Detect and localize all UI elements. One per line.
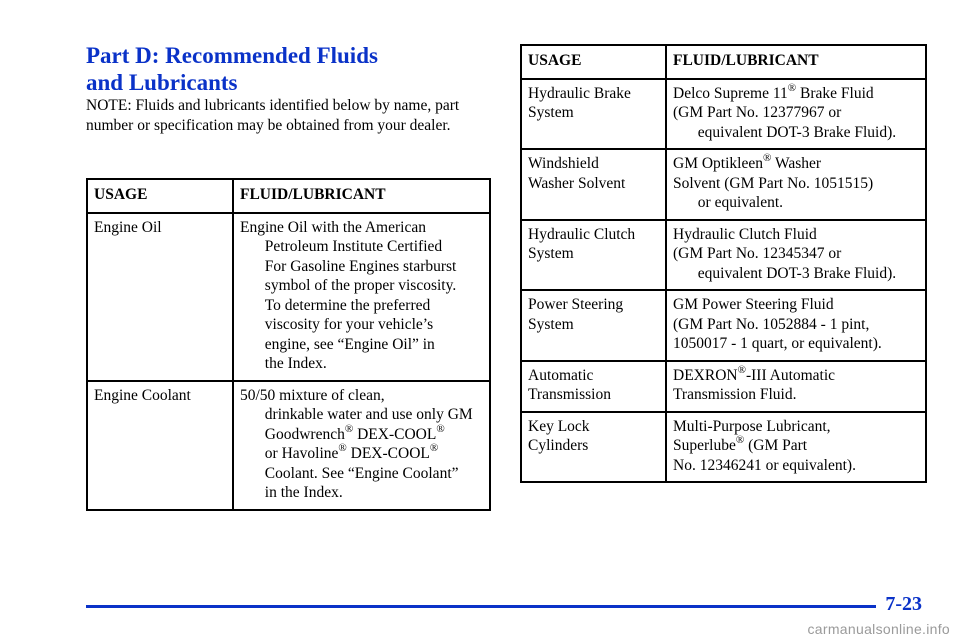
usage-line: Washer Solvent: [528, 174, 626, 192]
usage-cell: [521, 412, 666, 483]
usage-column-header: USAGE: [87, 179, 233, 213]
fluid-line: No. 12346241 or equivalent).: [673, 456, 856, 474]
usage-line: Hydraulic Clutch: [528, 225, 636, 243]
table-row: [521, 361, 926, 412]
fluid-text: Washer: [771, 155, 822, 172]
registered-mark: ®: [436, 422, 445, 435]
fluid-text: DEX-COOL: [346, 445, 430, 462]
table-row: [521, 79, 926, 150]
title-line-1: Part D: Recommended Fluids: [86, 43, 378, 68]
usage-line: System: [528, 315, 574, 333]
fluid-line: Engine Oil with the American: [240, 218, 426, 236]
fluid-line: (GM Part No. 12345347 or: [673, 245, 842, 262]
fluid-line: equivalent DOT-3 Brake Fluid).: [697, 264, 897, 282]
usage-line: Engine Coolant: [94, 386, 191, 404]
fluid-line: Transmission Fluid.: [673, 386, 797, 403]
fluid-text: Superlube: [673, 437, 736, 454]
fluid-text: or Havoline: [264, 445, 339, 462]
fluid-line: [240, 444, 483, 464]
usage-line: Automatic: [528, 366, 594, 384]
fluid-text: Goodwrench: [264, 425, 345, 443]
usage-cell: [521, 220, 666, 291]
fluid-line: [673, 436, 919, 456]
registered-mark: ®: [735, 434, 745, 446]
fluid-line: [240, 422, 483, 445]
fluid-line: 50/50 mixture of clean,: [240, 386, 385, 404]
page-number: 7-23: [885, 593, 922, 615]
fluid-line: equivalent DOT-3 Brake Fluid).: [697, 123, 897, 141]
footer-rule: [86, 605, 876, 608]
fluid-line: (GM Part No. 12377967 or: [673, 104, 842, 121]
fluid-cell: [666, 290, 926, 361]
fluid-cell: [666, 220, 926, 291]
fluid-cell: [666, 361, 926, 412]
fluid-line: GM Power Steering Fluid: [673, 296, 834, 313]
usage-line: System: [528, 245, 574, 262]
fluid-cell: [666, 149, 926, 220]
registered-mark: ®: [737, 363, 746, 376]
fluid-line: Solvent (GM Part No. 1051515): [673, 174, 874, 192]
note-text: NOTE: Fluids and lubricants identified below by name, part number or specification may be obtained from your dealer.: [86, 97, 460, 134]
fluid-column-header: FLUID/LUBRICANT: [233, 179, 490, 213]
usage-cell: [521, 361, 666, 412]
usage-cell: [521, 149, 666, 220]
fluid-cell: [233, 381, 490, 510]
fluid-text: DEX-COOL: [353, 425, 437, 443]
fluid-text: Brake Fluid: [796, 84, 874, 102]
fluid-line: [673, 363, 919, 386]
fluid-line: Petroleum Institute Certified: [264, 238, 443, 255]
fluid-text: -III Automatic: [745, 366, 836, 384]
registered-mark: ®: [787, 81, 797, 94]
fluid-column-header: FLUID/LUBRICANT: [666, 45, 926, 79]
table-row: [521, 290, 926, 361]
usage-line: Key Lock: [528, 417, 590, 435]
fluid-line: (GM Part No. 1052884 - 1 pint,: [673, 315, 870, 333]
fluid-text: DEXRON: [673, 366, 738, 384]
fluid-line: the Index.: [264, 355, 327, 372]
fluid-line: For Gasoline Engines starburst: [264, 257, 457, 275]
fluid-line: drinkable water and use only GM: [264, 406, 473, 423]
table-row: [521, 220, 926, 291]
usage-cell: [521, 290, 666, 361]
usage-line: Power Steering: [528, 296, 624, 313]
fluid-text: (GM Part: [744, 437, 808, 454]
registered-mark: ®: [338, 442, 347, 454]
usage-line: System: [528, 104, 574, 121]
registered-mark: ®: [344, 422, 354, 435]
usage-cell: [87, 213, 233, 381]
fluid-text: Delco Supreme 11: [673, 84, 788, 102]
table-header-row: [521, 45, 926, 79]
fluid-line: engine, see “Engine Oil” in: [264, 335, 435, 353]
fluid-line: Coolant. See “Engine Coolant”: [264, 464, 459, 482]
fluid-cell: [233, 213, 490, 381]
usage-cell: [521, 79, 666, 150]
registered-mark: ®: [429, 442, 439, 454]
fluid-line: in the Index.: [264, 484, 343, 501]
fluid-line: [673, 81, 919, 104]
fluid-line: viscosity for your vehicle’s: [264, 316, 434, 333]
fluid-line: To determine the preferred: [264, 296, 431, 314]
usage-column-header: USAGE: [521, 45, 666, 79]
fluid-cell: [666, 79, 926, 150]
registered-mark: ®: [762, 152, 772, 164]
table-row: [521, 149, 926, 220]
fluids-table-left: [86, 178, 491, 511]
usage-line: Windshield: [528, 155, 599, 172]
fluids-table-right: [520, 44, 927, 483]
table-row: [87, 381, 490, 510]
table-header-row: [87, 179, 490, 213]
fluid-line: or equivalent.: [697, 194, 784, 211]
table-row: [521, 412, 926, 483]
table-row: [87, 213, 490, 381]
fluid-text: GM Optikleen: [673, 155, 763, 172]
usage-line: Transmission: [528, 386, 611, 403]
fluid-line: Hydraulic Clutch Fluid: [673, 225, 817, 243]
fluid-line: Multi-Purpose Lubricant,: [673, 417, 831, 435]
usage-line: Cylinders: [528, 437, 589, 454]
fluid-cell: [666, 412, 926, 483]
fluid-line: symbol of the proper viscosity.: [264, 277, 457, 294]
title-line-2: and Lubricants: [86, 70, 238, 95]
usage-line: Engine Oil: [94, 218, 162, 236]
usage-cell: [87, 381, 233, 510]
page-title: [86, 42, 378, 96]
fluid-line: [673, 154, 919, 174]
usage-line: Hydraulic Brake: [528, 84, 631, 102]
watermark: carmanualsonline.info: [807, 621, 950, 637]
fluid-line: 1050017 - 1 quart, or equivalent).: [673, 335, 882, 352]
